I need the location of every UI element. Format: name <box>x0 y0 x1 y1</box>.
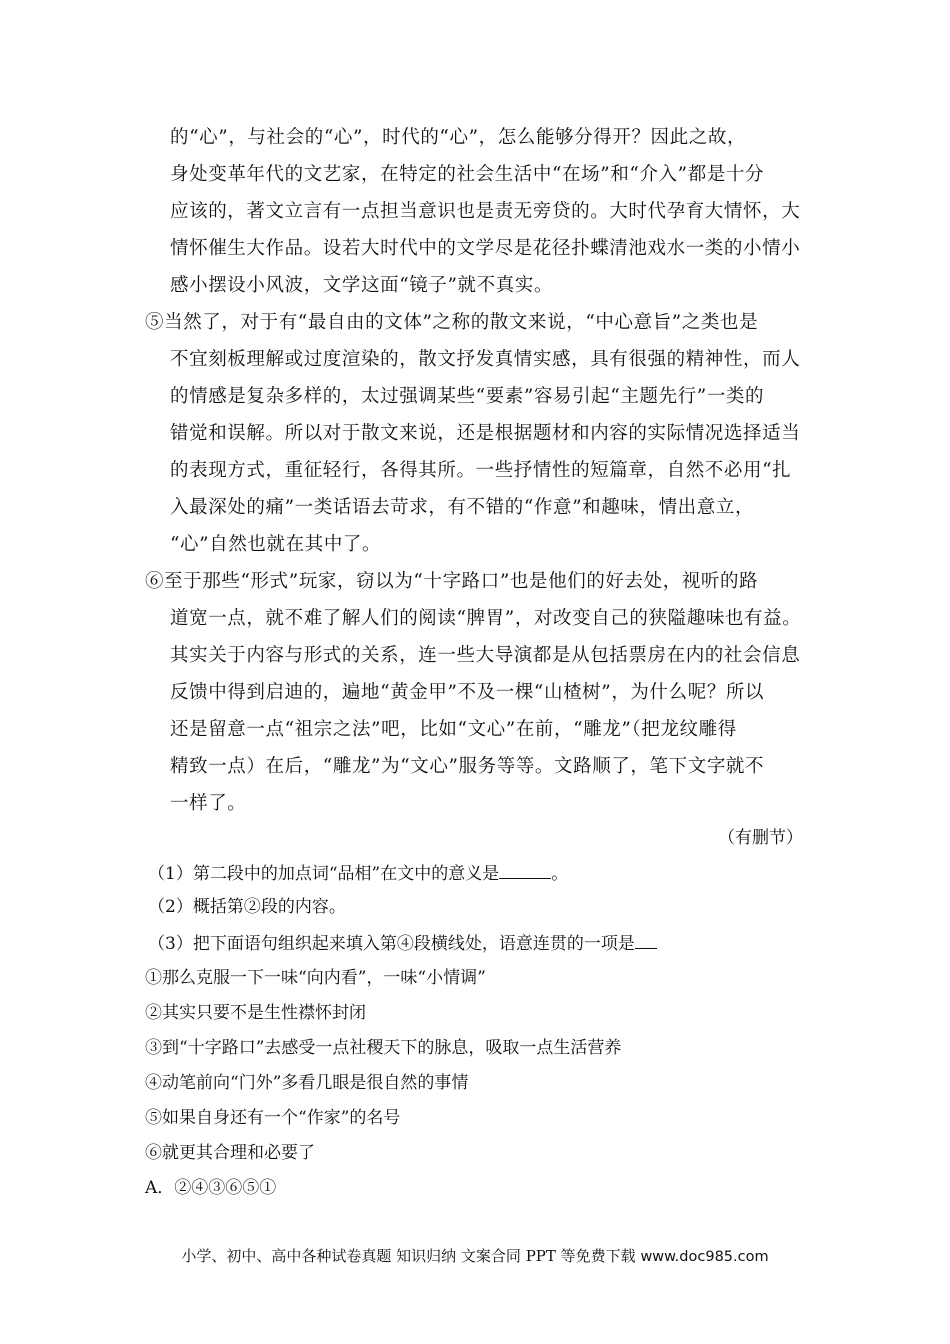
text-line: 应该的，著文立言有一点担当意识也是责无旁贷的。大时代孕育大情怀，大 <box>170 201 801 222</box>
text-line: 情怀催生大作品。设若大时代中的文学尽是花径扑蝶清池戏水一类的小情小 <box>170 238 801 259</box>
sentence-item: ②其实只要不是生性襟怀封闭 <box>145 1003 366 1023</box>
text-line: “心”自然也就在其中了。 <box>170 534 382 555</box>
question-1-text: （1）第二段中的加点词“品相”在文中的意义是 <box>148 864 500 884</box>
sentence-item: ③到“十字路口”去感受一点社稷天下的脉息，吸取一点生活营养 <box>145 1038 622 1058</box>
question-1-end: 。 <box>551 864 569 884</box>
question-2: （2）概括第②段的内容。 <box>148 897 346 917</box>
text-line: 精致一点）在后，“雕龙”为“文心”服务等等。文路顺了，笔下文字就不 <box>170 756 765 777</box>
question-3-text: （3）把下面语句组织起来填入第④段横线处，语意连贯的一项是 <box>148 934 635 954</box>
text-line: 入最深处的痛”一类话语去苛求，有不错的“作意”和趣味，情出意立， <box>170 497 755 518</box>
source-note: （有删节） <box>718 828 803 848</box>
sentence-item: ⑥就更其合理和必要了 <box>145 1143 315 1163</box>
text-line: 反馈中得到启迪的，遍地“黄金甲”不及一棵“山楂树”，为什么呢？所以 <box>170 682 765 703</box>
text-line: 身处变革年代的文艺家，在特定的社会生活中“在场”和“介入”都是十分 <box>170 164 765 185</box>
text-line: ⑥至于那些“形式”玩家，窃以为“十字路口”也是他们的好去处，视听的路 <box>145 571 759 592</box>
text-line: 感小摆设小风波，文学这面“镜子”就不真实。 <box>170 275 554 296</box>
answer-blank <box>499 860 551 879</box>
text-line: 还是留意一点“祖宗之法”吧，比如“文心”在前，“雕龙”（把龙纹雕得 <box>170 719 737 740</box>
text-line: 一样了。 <box>170 793 247 814</box>
text-line: 错觉和误解。所以对于散文来说，还是根据题材和内容的实际情况选择适当 <box>170 423 801 444</box>
sentence-item: ⑤如果自身还有一个“作家”的名号 <box>145 1108 401 1128</box>
answer-blank <box>635 930 657 949</box>
text-line: 的情感是复杂多样的，太过强调某些“要素”容易引起“主题先行”一类的 <box>170 386 765 407</box>
question-3 <box>148 930 657 956</box>
sentence-item: ①那么克服一下一味“向内看”，一味“小情调” <box>145 968 486 988</box>
text-line: 不宜刻板理解或过度渲染的，散文抒发真情实感，具有很强的精神性，而人 <box>170 349 801 370</box>
sentence-item: ④动笔前向“门外”多看几眼是很自然的事情 <box>145 1073 469 1093</box>
question-1 <box>148 860 568 886</box>
text-line: 的“心”，与社会的“心”，时代的“心”，怎么能够分得开？因此之故， <box>170 127 747 148</box>
footer-text: 小学、初中、高中各种试卷真题 知识归纳 文案合同 PPT 等免费下载 <box>181 1247 641 1265</box>
text-line: 的表现方式，重征轻行，各得其所。一些抒情性的短篇章，自然不必用“扎 <box>170 460 792 481</box>
text-line: ⑤当然了，对于有“最自由的文体”之称的散文来说，“中心意旨”之类也是 <box>145 312 759 333</box>
footer-url[interactable]: www.doc985.com <box>640 1249 769 1265</box>
text-line: 其实关于内容与形式的关系，连一些大导演都是从包括票房在内的社会信息 <box>170 645 801 666</box>
option-a: A．②④③⑥⑤① <box>145 1178 277 1198</box>
text-line: 道宽一点，就不难了解人们的阅读“脾胃”，对改变自己的狭隘趣味也有益。 <box>170 608 802 629</box>
page-footer <box>0 1245 950 1268</box>
